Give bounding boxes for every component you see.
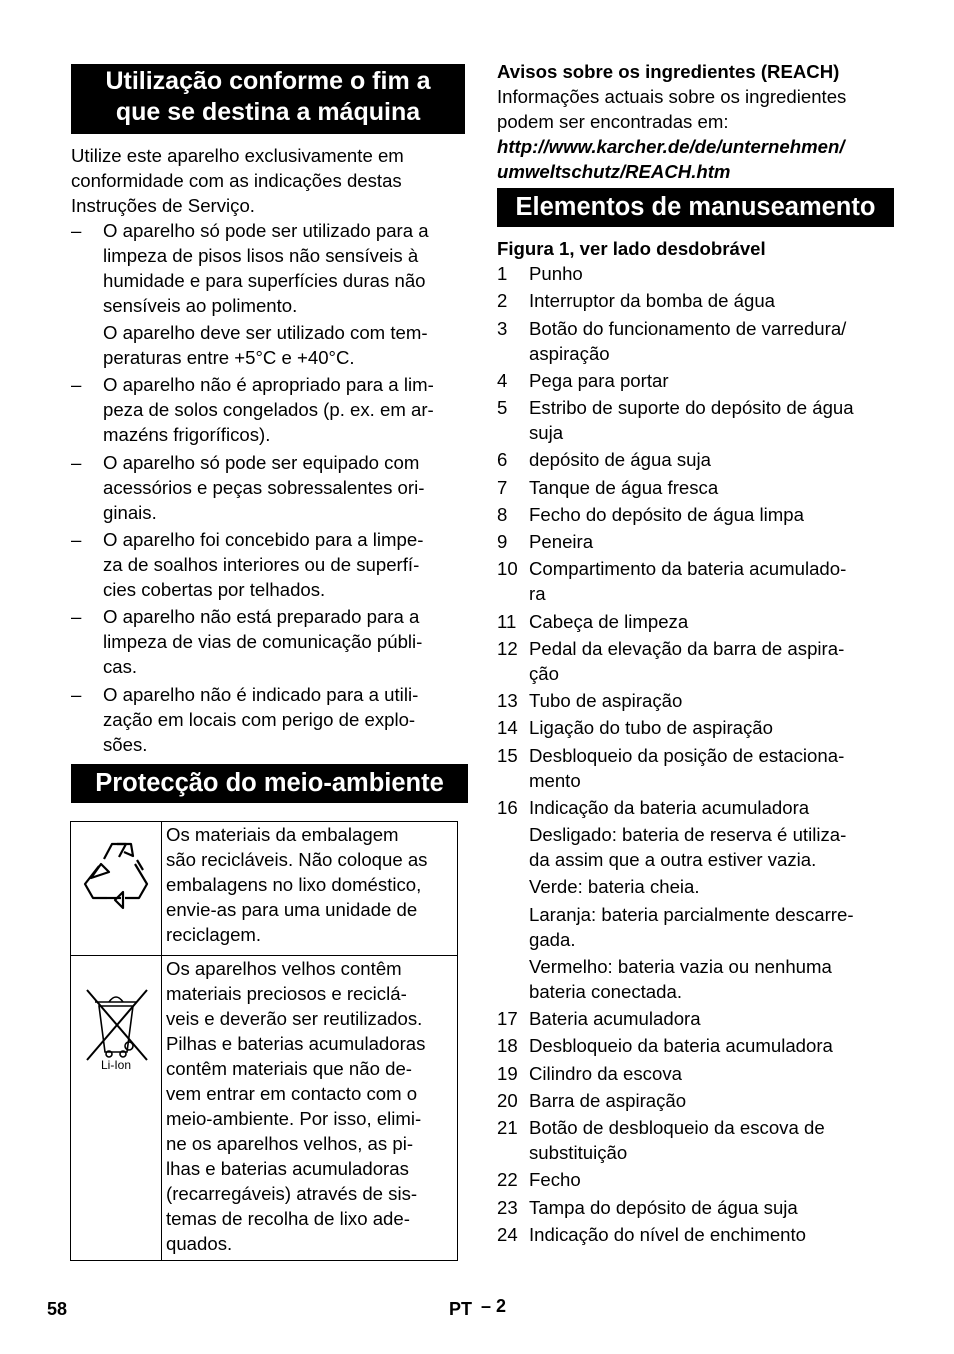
text-line: sões. (103, 734, 148, 755)
text-line: O aparelho foi concebido para a limpe- (103, 529, 424, 550)
text-line: Verde: bateria cheia. (529, 876, 700, 898)
recycle-icon (71, 822, 161, 950)
item-number: 17 (497, 1008, 518, 1029)
text-line: vem entrar em contacto com o (166, 1083, 418, 1104)
text-line: ginais. (103, 502, 157, 523)
list-item (529, 395, 854, 445)
text-line: conformidade com as indicações destas (71, 170, 402, 191)
text-line: O aparelho só pode ser equipado com (103, 452, 420, 473)
bullet-dash: – (71, 529, 82, 550)
list-item (529, 261, 583, 286)
list-item (529, 368, 669, 393)
list-item (529, 743, 844, 793)
text-line: Botão de desbloqueio da escova de (529, 1117, 825, 1138)
text-line: aspiração (529, 342, 610, 364)
list-item (529, 1167, 581, 1192)
list-item (529, 1088, 686, 1113)
item-number: 12 (497, 637, 518, 659)
text-line: O aparelho deve ser utilizado com tem- (103, 322, 428, 343)
text-line: são recicláveis. Não coloque as (166, 849, 428, 870)
text-line: O aparelho não está preparado para a (103, 606, 420, 627)
link-line[interactable]: umweltschutz/REACH.htm (497, 161, 731, 182)
bullet-dash: – (71, 452, 82, 473)
text-line: sensíveis ao polimento. (103, 295, 298, 316)
list-item (529, 447, 711, 472)
intro-paragraph (71, 143, 404, 218)
text-line: Interruptor da bomba de água (529, 290, 776, 312)
section-heading-intended-use (71, 64, 465, 134)
item-number: 15 (497, 744, 518, 766)
item-number: 23 (497, 1196, 518, 1218)
link-line[interactable]: http://www.karcher.de/de/unternehmen/ (497, 136, 845, 157)
text-line: O aparelho não é apropriado para a lim- (103, 374, 434, 395)
text-line: Peneira (529, 531, 594, 552)
list-item (529, 556, 846, 606)
text-line: mento (529, 769, 581, 791)
text-line: ra (529, 583, 546, 605)
text-line: Informações actuais sobre os ingredientes (497, 86, 847, 107)
text-cell (162, 956, 458, 1261)
item-number: 2 (497, 290, 508, 312)
reach-paragraph (497, 84, 846, 134)
reach-link[interactable] (497, 134, 845, 184)
item-number: 3 (497, 317, 508, 339)
list-item (529, 1195, 798, 1220)
text-line: peza de solos congelados (p. ex. em ar- (103, 399, 434, 420)
bullet-dash: – (71, 374, 82, 395)
list-item (529, 954, 832, 1004)
text-line: ção (529, 662, 559, 684)
list-item (529, 688, 682, 713)
list-item (529, 316, 846, 366)
list-item (529, 874, 700, 899)
list-item (103, 527, 423, 602)
list-item (103, 604, 422, 679)
text-line: Vermelho: bateria vazia ou nenhuma (529, 955, 832, 977)
language-code: PT (449, 1299, 473, 1319)
list-item (103, 372, 434, 447)
text-line: humidade e para superfícies duras não (103, 270, 426, 291)
text-line: lhas e baterias acumuladoras (166, 1158, 409, 1179)
text-line: Compartimento da bateria acumulado- (529, 558, 847, 580)
bullet-dash: – (71, 606, 82, 627)
list-item (529, 795, 809, 820)
list-item (529, 529, 593, 554)
list-item (529, 822, 846, 872)
text-line: zação em locais com perigo de explo- (103, 709, 416, 730)
text-line: Desligado: bateria de reserva é utiliza- (529, 824, 847, 845)
text-line: Desbloqueio da bateria acumuladora (529, 1035, 833, 1057)
text-line: Tanque de água fresca (529, 476, 719, 498)
environment-table (70, 821, 458, 1261)
text-line: contêm materiais que não de- (166, 1058, 412, 1079)
text-line: cies cobertas por telhados. (103, 579, 326, 600)
text-line: acessórios e peças sobressalentes ori- (103, 477, 425, 498)
text-line: Indicação do nível de enchimento (529, 1223, 807, 1245)
text-line: peraturas entre +5°C e +40°C. (103, 347, 355, 368)
text-line: meio-ambiente. Por isso, elimi- (166, 1108, 422, 1129)
text-line: limpeza de pisos lisos não sensíveis à (103, 245, 419, 266)
text-line: Cilindro da escova (529, 1062, 682, 1084)
section-heading-controls: Elementos de manuseamento (497, 188, 894, 227)
item-number: 24 (497, 1223, 518, 1245)
bullet-dash: – (71, 220, 82, 241)
list-item (529, 609, 688, 634)
text-line: ne os aparelhos velhos, as pi- (166, 1133, 414, 1154)
text-line: Os aparelhos velhos contêm (166, 958, 402, 979)
section-number: – 2 (481, 1296, 507, 1316)
item-number: 4 (497, 369, 508, 391)
list-item (529, 502, 804, 527)
text-line: da assim que a outra estiver vazia. (529, 849, 817, 870)
text-line: Fecho do depósito de água limpa (529, 503, 804, 525)
item-number: 21 (497, 1117, 518, 1138)
list-item (529, 715, 773, 740)
item-number: 11 (497, 610, 517, 632)
list-item (103, 218, 429, 318)
list-item (103, 682, 418, 757)
list-item (529, 475, 718, 500)
item-number: 19 (497, 1062, 518, 1084)
text-line: podem ser encontradas em: (497, 111, 729, 132)
text-line: (recarregáveis) através de sis- (166, 1183, 418, 1204)
item-number: 20 (497, 1089, 518, 1111)
text-line: O aparelho não é indicado para a utili- (103, 684, 419, 705)
text-line: Fecho (529, 1169, 581, 1191)
icon-cell (71, 956, 162, 1261)
text-line: Estribo de suporte do depósito de água (529, 397, 854, 418)
text-line: mazéns frigoríficos). (103, 424, 271, 445)
text-line: Instruções de Serviço. (71, 195, 255, 216)
item-number: 8 (497, 503, 508, 525)
table-row (71, 956, 458, 1261)
table-row (71, 822, 458, 956)
item-number: 7 (497, 476, 508, 498)
text-line: Ligação do tubo de aspiração (529, 717, 773, 739)
text-line: Laranja: bateria parcialmente descarre- (529, 903, 854, 925)
text-cell (162, 822, 458, 956)
text-line: gada. (529, 928, 576, 950)
list-item (529, 1061, 682, 1086)
item-number: 16 (497, 796, 518, 818)
text-line: quados. (166, 1233, 233, 1254)
list-item-continuation (103, 320, 428, 370)
text-line: Barra de aspiração (529, 1089, 687, 1111)
text-line: O aparelho só pode ser utilizado para a (103, 220, 429, 241)
list-item (529, 1222, 806, 1247)
bullet-dash: – (71, 684, 82, 705)
text-line: materiais preciosos e reciclá- (166, 983, 407, 1004)
item-number: 22 (497, 1169, 518, 1191)
text-line: temas de recolha de lixo ade- (166, 1208, 410, 1229)
text-line: suja (529, 422, 564, 443)
figure-caption: Figura 1, ver lado desdobrável (497, 238, 766, 259)
list-item (103, 450, 424, 525)
text-line: Pega para portar (529, 369, 669, 391)
list-item (529, 1006, 701, 1031)
item-number: 9 (497, 531, 508, 552)
list-item (529, 1115, 825, 1165)
text-line: limpeza de vias de comunicação públi- (103, 631, 423, 652)
text-line: Tampa do depósito de água suja (529, 1196, 798, 1218)
heading-line: que se destina a máquina (115, 98, 421, 126)
section-heading-environment: Protecção do meio-ambiente (71, 764, 468, 803)
item-number: 14 (497, 717, 518, 739)
item-number: 5 (497, 397, 508, 418)
icon-cell (71, 822, 162, 956)
text-line: envie-as para uma unidade de (166, 899, 418, 920)
text-line: Bateria acumuladora (529, 1008, 701, 1029)
list-item (529, 1033, 833, 1058)
text-line: za de soalhos interiores ou de superfí- (103, 554, 420, 575)
text-line: reciclagem. (166, 924, 262, 945)
text-line: Pedal da elevação da barra de aspira- (529, 637, 845, 659)
page-number: 58 (47, 1299, 68, 1319)
item-number: 10 (497, 558, 518, 580)
text-line: bateria conectada. (529, 980, 682, 1002)
list-item (529, 636, 844, 686)
text-line: veis e deverão ser reutilizados. (166, 1008, 423, 1029)
text-line: substituição (529, 1142, 628, 1163)
text-line: embalagens no lixo doméstico, (166, 874, 422, 895)
text-line: Os materiais da embalagem (166, 824, 399, 845)
reach-title: Avisos sobre os ingredientes (REACH) (497, 61, 840, 82)
text-line: Tubo de aspiração (529, 690, 683, 711)
text-line: depósito de água suja (529, 449, 711, 471)
heading-line: Utilização conforme o fim a (105, 67, 431, 95)
text-line: Cabeça de limpeza (529, 610, 689, 632)
item-number: 6 (497, 449, 508, 471)
item-number: 1 (497, 263, 508, 284)
text-line: Punho (529, 263, 583, 284)
list-item (529, 902, 854, 952)
text-line: Utilize este aparelho exclusivamente em (71, 145, 404, 166)
text-line: Desbloqueio da posição de estaciona- (529, 744, 845, 766)
item-number: 13 (497, 690, 518, 711)
text-line: cas. (103, 656, 138, 677)
li-ion-label: Li-Ion (101, 1058, 132, 1072)
list-item (529, 288, 775, 313)
text-line: Botão do funcionamento de varredura/ (529, 317, 847, 339)
item-number: 18 (497, 1035, 518, 1057)
text-line: Pilhas e baterias acumuladoras (166, 1033, 426, 1054)
text-line: Indicação da bateria acumuladora (529, 796, 810, 818)
